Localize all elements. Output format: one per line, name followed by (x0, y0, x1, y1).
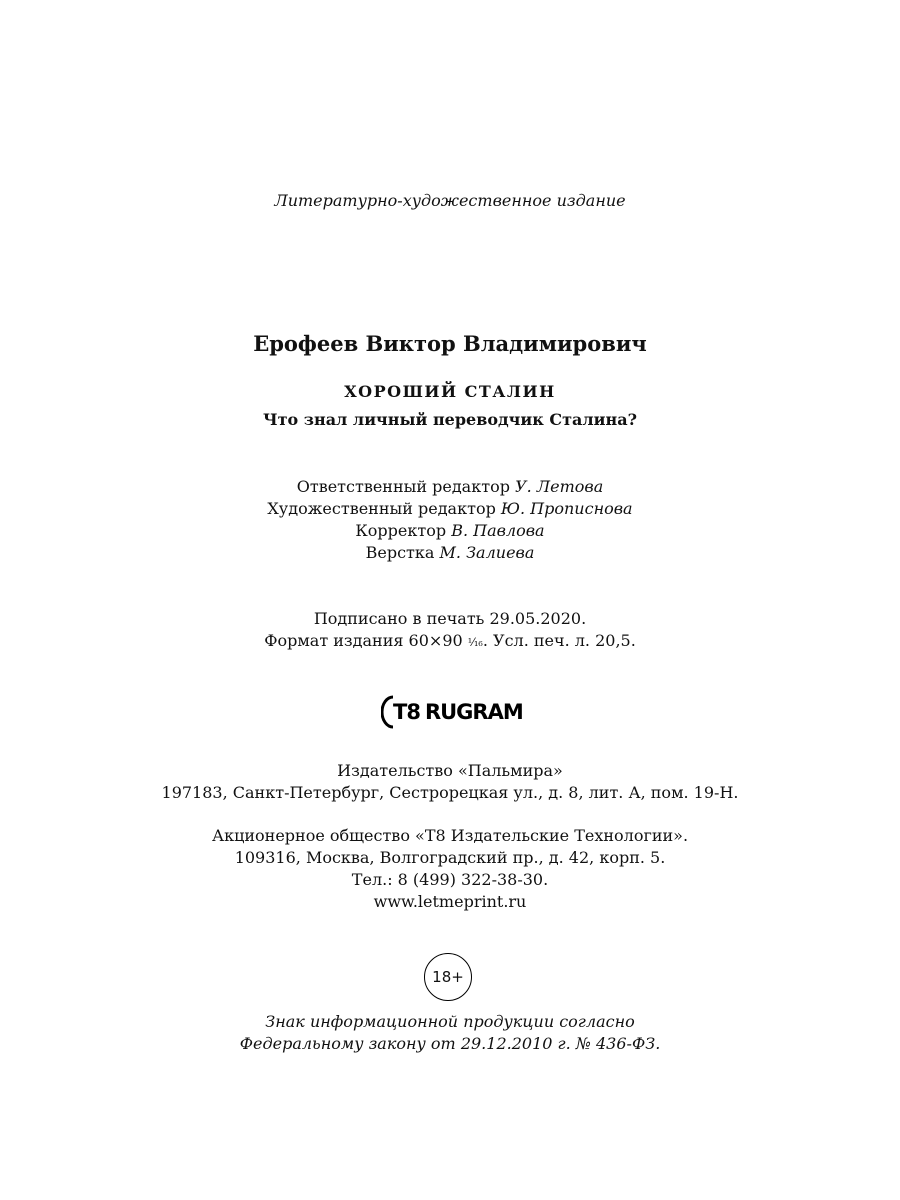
signed-to-print: Подписано в печать 29.05.2020. (313, 609, 587, 628)
age-rating-text: 18+ (432, 968, 464, 986)
credit-role: Верстка (365, 543, 435, 562)
credit-line (0, 521, 900, 540)
publisher-address: 197183, Санкт-Петербург, Сестрорецкая ул., д. 8, лит. А, пом. 19-Н. (161, 783, 739, 802)
logo-word: RUGRAM (424, 700, 523, 724)
age-rating-badge (424, 953, 472, 1001)
publisher-name: Издательство «Пальмира» (337, 761, 563, 780)
format-line (0, 631, 900, 650)
printer-phone: Тел.: 8 (499) 322-38-30. (351, 870, 549, 889)
credit-role: Художественный редактор (267, 499, 496, 518)
book-subtitle: Что знал личный переводчик Сталина? (263, 410, 637, 429)
t8-rugram-logo (383, 693, 523, 731)
format-suffix: . Усл. печ. л. 20,5. (482, 631, 636, 650)
series-note: Литературно-художественное издание (274, 191, 626, 210)
credit-person: М. Залиева (439, 543, 535, 562)
credit-role: Корректор (355, 521, 447, 540)
book-title: ХОРОШИЙ СТАЛИН (344, 382, 556, 401)
credit-person: У. Летова (515, 477, 604, 496)
logo-mark: T8 (393, 700, 420, 724)
credit-line (0, 543, 900, 562)
printer-address: 109316, Москва, Волгоградский пр., д. 42, корп. 5. (234, 848, 666, 867)
printer-name: Акционерное общество «T8 Издательские Технологии». (211, 826, 689, 845)
credit-person: Ю. Прописнова (500, 499, 633, 518)
credit-line (0, 477, 900, 496)
format-fraction: ¹⁄₁₆ (467, 636, 483, 649)
law-note-line1: Знак информационной продукции согласно (265, 1012, 635, 1031)
credit-role: Ответственный редактор (296, 477, 510, 496)
credit-line (0, 499, 900, 518)
author-name: Ерофеев Виктор Владимирович (253, 331, 647, 356)
credit-person: В. Павлова (451, 521, 545, 540)
printer-website: www.letmeprint.ru (373, 892, 527, 911)
format-prefix: Формат издания 60×90 (264, 631, 468, 650)
law-note-line2: Федеральному закону от 29.12.2010 г. № 436-ФЗ. (239, 1034, 661, 1053)
